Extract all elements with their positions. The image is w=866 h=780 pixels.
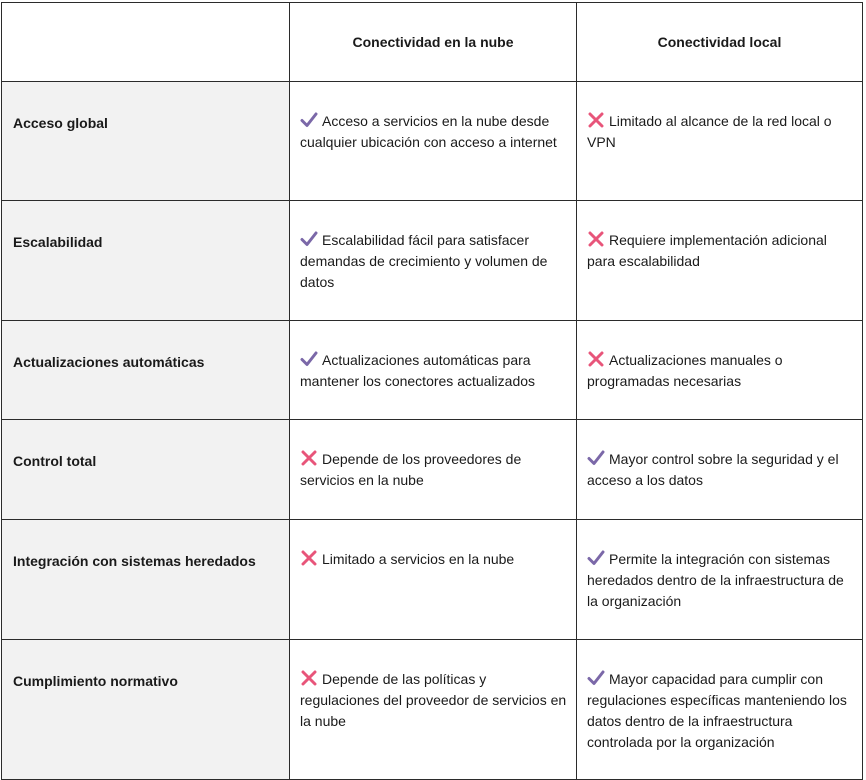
cell-text: Permite la integración con sistemas heredados dentro de la infraestructura de la organización — [587, 551, 844, 609]
cell-text: Acceso a servicios en la nube desde cualquier ubicación con acceso a internet — [300, 113, 557, 150]
cell-text: Limitado a servicios en la nube — [322, 551, 515, 567]
cell-cloud — [290, 82, 577, 201]
table-row — [2, 321, 863, 420]
row-label: Integración con sistemas heredados — [2, 520, 290, 640]
cross-icon — [300, 550, 318, 566]
table-row — [2, 82, 863, 201]
cross-icon — [587, 112, 605, 128]
cell-cloud — [290, 201, 577, 321]
check-icon — [587, 670, 605, 686]
cross-icon — [300, 450, 318, 466]
cell-text: Escalabilidad fácil para satisfacer demandas de crecimiento y volumen de datos — [300, 232, 548, 290]
comparison-table — [1, 2, 863, 780]
cell-cloud — [290, 520, 577, 640]
cell-text: Actualizaciones manuales o programadas necesarias — [587, 352, 783, 389]
cross-icon — [300, 670, 318, 686]
table-header-row — [2, 3, 863, 82]
cell-local — [577, 321, 863, 420]
cell-text: Depende de los proveedores de servicios en la nube — [300, 451, 522, 488]
header-corner-cell — [2, 3, 290, 82]
cell-text: Depende de las políticas y regulaciones del proveedor de servicios en la nube — [300, 671, 567, 729]
cell-cloud — [290, 420, 577, 520]
table-row — [2, 640, 863, 780]
table-row — [2, 520, 863, 640]
cell-local — [577, 82, 863, 201]
cell-text: Mayor control sobre la seguridad y el acceso a los datos — [587, 451, 839, 488]
cell-local — [577, 640, 863, 780]
cross-icon — [587, 231, 605, 247]
cell-text: Mayor capacidad para cumplir con regulaciones específicas manteniendo los datos dentro de la infraestructura controlada por la organización — [587, 671, 847, 750]
cell-local — [577, 420, 863, 520]
check-icon — [587, 550, 605, 566]
check-icon — [300, 112, 318, 128]
cell-text: Actualizaciones automáticas para mantener los conectores actualizados — [300, 352, 536, 389]
cell-text: Limitado al alcance de la red local o VPN — [587, 113, 832, 150]
table-row — [2, 420, 863, 520]
cell-local — [577, 201, 863, 321]
cell-cloud — [290, 640, 577, 780]
cell-cloud — [290, 321, 577, 420]
check-icon — [300, 231, 318, 247]
row-label: Actualizaciones automáticas — [2, 321, 290, 420]
check-icon — [587, 450, 605, 466]
cell-text: Requiere implementación adicional para escalabilidad — [587, 232, 827, 269]
cell-local — [577, 520, 863, 640]
header-local: Conectividad local — [577, 3, 863, 82]
table-row — [2, 201, 863, 321]
header-cloud: Conectividad en la nube — [290, 3, 577, 82]
row-label: Escalabilidad — [2, 201, 290, 321]
row-label: Control total — [2, 420, 290, 520]
row-label: Cumplimiento normativo — [2, 640, 290, 780]
cross-icon — [587, 351, 605, 367]
row-label: Acceso global — [2, 82, 290, 201]
check-icon — [300, 351, 318, 367]
